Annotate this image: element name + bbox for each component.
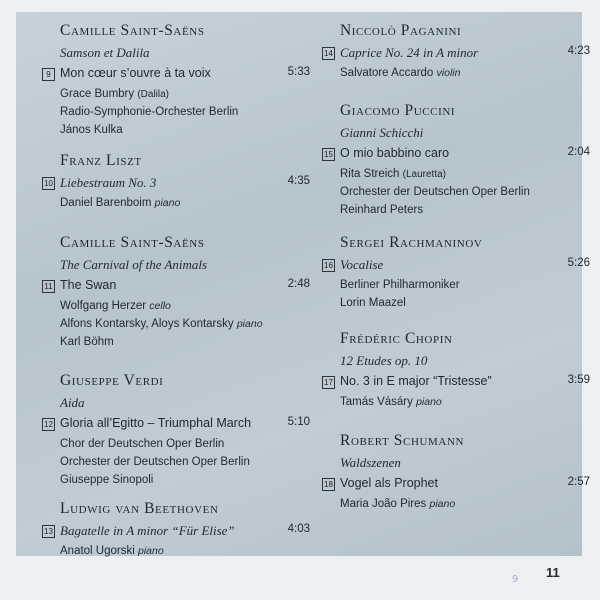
track-number: 16 — [322, 259, 335, 272]
performer-role: (Lauretta) — [402, 169, 446, 180]
track-number: 15 — [322, 148, 335, 161]
performer-name: Daniel Barenboim — [60, 197, 152, 209]
track-number: 14 — [322, 47, 335, 60]
performer-name: Maria João Pires — [340, 498, 427, 510]
track-row[interactable] — [42, 416, 310, 434]
track-row[interactable] — [322, 476, 590, 494]
track-number: 9 — [42, 68, 55, 81]
performer-line — [340, 279, 460, 291]
work-title: Gianni Schicchi — [340, 125, 424, 140]
performer-name: Giuseppe Sinopoli — [60, 474, 154, 486]
performer-name: Berliner Philharmoniker — [340, 279, 460, 291]
track-number: 10 — [42, 177, 55, 190]
track-title: Vocalise — [340, 257, 384, 272]
track-row[interactable] — [322, 374, 590, 392]
composer-name: Giuseppe Verdi — [60, 372, 164, 389]
track-row[interactable] — [42, 523, 310, 541]
track-title: Bagatelle in A minor “Für Elise” — [60, 523, 235, 538]
performer-line — [60, 456, 250, 468]
track-number: 18 — [322, 478, 335, 491]
track-title: The Swan — [60, 278, 117, 292]
composer-name: Frédéric Chopin — [340, 330, 453, 347]
track-duration: 4:03 — [287, 523, 310, 535]
track-title: Caprice No. 24 in A minor — [340, 45, 479, 60]
performer-name: Lorin Maazel — [340, 297, 406, 309]
performer-line — [340, 498, 455, 510]
performer-line — [60, 336, 114, 348]
track-number: 17 — [322, 376, 335, 389]
track-row[interactable] — [322, 257, 590, 275]
track-duration: 3:59 — [567, 374, 590, 386]
work-title: Aida — [60, 395, 85, 410]
track-duration: 5:10 — [287, 416, 310, 428]
work-title: 12 Etudes op. 10 — [340, 353, 428, 368]
composer-name: Franz Liszt — [60, 152, 142, 169]
performer-name: Radio-Symphonie-Orchester Berlin — [60, 106, 239, 118]
performer-line — [60, 438, 224, 450]
performer-line — [340, 396, 442, 408]
performer-instrument: violin — [436, 67, 461, 79]
performer-name: Orchester der Deutschen Oper Berlin — [340, 186, 530, 198]
performer-name: Orchester der Deutschen Oper Berlin — [60, 456, 250, 468]
performer-line — [340, 297, 406, 309]
performer-line — [340, 168, 446, 180]
track-row[interactable] — [42, 66, 310, 84]
composer-name: Robert Schumann — [340, 432, 465, 449]
performer-line — [60, 197, 180, 209]
track-number: 13 — [42, 525, 55, 538]
composer-name: Camille Saint-Saëns — [60, 234, 205, 251]
performer-name: Rita Streich — [340, 168, 400, 180]
performer-instrument: cello — [149, 300, 171, 312]
performer-name: János Kulka — [60, 124, 123, 136]
performer-name: Anatol Ugorski — [60, 545, 135, 557]
performer-line — [340, 204, 423, 216]
performer-instrument: piano — [416, 396, 442, 408]
track-title: Vogel als Prophet — [340, 476, 438, 490]
performer-line — [60, 545, 164, 557]
performer-name: Wolfgang Herzer — [60, 300, 147, 312]
track-number: 12 — [42, 418, 55, 431]
performer-line — [60, 124, 123, 136]
track-duration: 2:04 — [567, 146, 590, 158]
performer-instrument: piano — [138, 545, 164, 557]
performer-name: Karl Böhm — [60, 336, 114, 348]
composer-name: Camille Saint-Saëns — [60, 22, 205, 39]
work-title: Samson et Dalila — [60, 45, 150, 60]
track-number: 11 — [42, 280, 55, 293]
performer-name: Tamás Vásáry — [340, 396, 413, 408]
performer-line — [340, 186, 530, 198]
performer-instrument: piano — [154, 197, 181, 209]
performer-line — [60, 300, 171, 312]
track-duration: 4:35 — [287, 175, 310, 187]
tracklist-panel — [16, 12, 590, 557]
track-title: Gloria all’Egitto – Triumphal March — [60, 416, 252, 430]
performer-name: Chor der Deutschen Oper Berlin — [60, 438, 225, 450]
work-title: The Carnival of the Animals — [60, 257, 208, 272]
track-duration: 5:33 — [287, 66, 310, 78]
track-title: Mon cœur s’ouvre à ta voix — [60, 66, 211, 80]
performer-role: (Dalila) — [137, 89, 170, 100]
performer-name: Reinhard Peters — [340, 204, 424, 216]
track-duration: 4:23 — [567, 45, 590, 57]
composer-name: Ludwig van Beethoven — [60, 500, 219, 517]
performer-instrument: piano — [236, 318, 263, 330]
track-row[interactable] — [322, 146, 590, 164]
performer-line — [60, 474, 153, 486]
track-row[interactable] — [42, 175, 310, 193]
track-title: No. 3 in E major “Tristesse” — [340, 374, 492, 388]
performer-instrument: piano — [429, 498, 456, 510]
performer-line — [60, 88, 169, 100]
composer-name: Giacomo Puccini — [340, 102, 456, 119]
track-row[interactable] — [322, 45, 590, 63]
track-title: Liebestraum No. 3 — [60, 175, 157, 190]
track-duration: 5:26 — [567, 257, 590, 269]
track-row[interactable] — [42, 278, 310, 296]
track-duration: 2:48 — [287, 278, 310, 290]
composer-name: Sergei Rachmaninov — [340, 234, 483, 251]
performer-name: Salvatore Accardo — [340, 67, 434, 79]
track-title: O mio babbino caro — [340, 146, 450, 160]
work-title: Waldszenen — [340, 455, 401, 470]
performer-name: Grace Bumbry — [60, 88, 135, 100]
performer-line — [340, 67, 460, 79]
page-mark: 9 — [512, 574, 519, 585]
page-number: 11 — [546, 565, 560, 580]
track-duration: 2:57 — [567, 476, 590, 488]
performer-line — [60, 106, 238, 118]
composer-name: Niccolò Paganini — [340, 22, 462, 39]
performer-line — [60, 318, 263, 330]
performer-name: Alfons Kontarsky, Aloys Kontarsky — [60, 318, 234, 330]
